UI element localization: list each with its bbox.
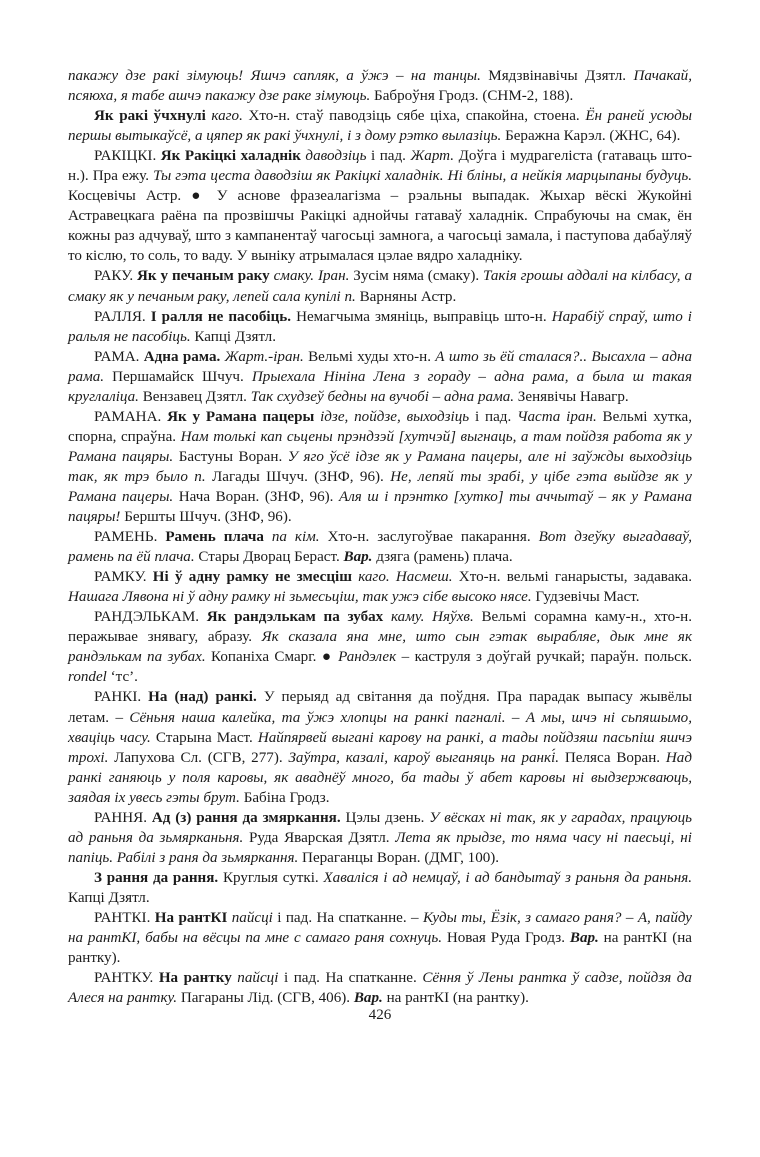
dictionary-entry — [68, 607, 692, 687]
text-run-roman: Беражна Карэл. (ЖНС, 64). — [501, 128, 681, 145]
text-run-italic: каго. Насмеш. — [351, 569, 453, 586]
dictionary-entry — [68, 266, 692, 306]
text-run-roman: Новая Руда Гродз. — [442, 930, 570, 947]
text-run-italic: смаку. Іран. — [269, 268, 350, 285]
dictionary-entry — [68, 407, 692, 527]
text-run-italic: Так схудзеў бедны на вучобі – адна рама. — [250, 388, 515, 405]
text-run-italic: ідзе, пойдзе, выходзіць — [314, 408, 470, 425]
text-run-bold: На рантку — [158, 970, 232, 987]
text-run-bold: Адна рама. — [143, 348, 221, 365]
text-run-roman: РАМАНА. — [94, 408, 168, 425]
text-run-italic: Жарт.-іран. — [220, 348, 304, 365]
text-run-italic: Нарабіў спраў, што і ральля не пасобіць. — [68, 308, 692, 345]
text-run-bold-italic: Вар. — [353, 990, 383, 1007]
text-run-bold: Як Ракіцкі халаднік — [160, 148, 301, 165]
dictionary-entry — [68, 347, 692, 407]
dictionary-entry — [68, 687, 692, 807]
text-run-italic: даводзіць — [300, 148, 367, 165]
dictionary-entry — [68, 307, 692, 347]
text-run-roman: ‘тс’. — [106, 669, 138, 686]
text-run-bold: Як у печаным раку — [137, 268, 270, 285]
text-run-roman: Цэлы дзень. — [340, 809, 430, 826]
text-run-roman: на рантКІ (на рантку). — [382, 990, 529, 1007]
text-run-roman: Круглыя суткі. — [218, 869, 324, 886]
text-run-italic: Пачакай, псяюха, я табе ашчэ пакажу дзе раке зімуюць. — [68, 68, 693, 105]
text-run-roman: на рантКІ (на рантку). — [68, 930, 692, 967]
dictionary-entry — [68, 106, 692, 146]
text-run-roman: і пад. — [366, 148, 411, 165]
text-run-italic: Над ранкі ганяюць у поля каровы, як авaднёў много, ба тады ў абет каровы ні выдзержваюць, заядая іх увесь гэты брут. — [68, 749, 692, 806]
text-run-roman: Вельмі хутка, спорна, спраўна. — [68, 408, 693, 445]
text-run-bold: Як у Рамана пацеры — [167, 408, 315, 425]
text-run-roman: РАЛЛЯ. — [94, 308, 151, 325]
text-run-italic: пайсці — [231, 970, 279, 987]
text-run-italic: Найпярвей выгані карову на ранкі, а тады пойдзяш пасьпіш яшчэ трохі. — [68, 729, 692, 766]
text-run-italic: Куды ты, Ёзік, з самаго раня? – А, пайду на рантКІ, бабы на вёсцы па мне с самаго раня сохнуць. — [68, 909, 692, 947]
text-run-italic: Ты гэта цеста даводзіш як Ракіцкі халаднік. Ні бліны, а нейкія марцыпаны будуць. — [153, 168, 692, 185]
text-run-italic: Жарт. — [410, 148, 455, 165]
text-run-roman: Нача Воран. (ЗНФ, 96). — [173, 488, 339, 505]
text-run-roman: РАННЯ. — [94, 809, 152, 826]
text-run-italic: Не, лепяй ты зрабі, у цібе гэта выйдзе як у Рамана пацеры. — [68, 468, 692, 505]
text-run-roman: Старына Маст. — [150, 729, 258, 746]
text-run-italic: У вёсках ні так, як у гарадах, працуюць ад раньня да зьмярканьня. — [68, 809, 693, 846]
text-run-roman: Пераганцы Воран. (ДМГ, 100). — [298, 849, 500, 866]
text-run-italic: Ён раней усюды першы вытыкаўсё, а цяпер як ракі ўчхнулі, і з дому рэтко вылазіць. — [68, 108, 692, 145]
text-run-roman: Бастуны Воран. — [173, 448, 288, 465]
text-run-roman: РАНДЭЛЬКАМ. — [94, 609, 207, 626]
text-run-roman: Лапухова Сл. (СГВ, 277). — [108, 749, 289, 766]
text-run-roman: Бершты Шчуч. (ЗНФ, 96). — [120, 509, 292, 526]
page-number: 426 — [368, 1007, 392, 1023]
text-run-roman: Вензавец Дзятл. — [138, 388, 251, 405]
dictionary-entry — [68, 868, 692, 908]
text-run-roman: Стары Дворац Бераст. — [194, 549, 344, 566]
text-run-italic: Сёння ў Лены рантка ў садзе, пойдзя да Алеся на рантку. — [68, 970, 692, 1007]
text-run-italic: Часта іран. — [517, 408, 597, 425]
text-run-italic: Аля ш і прэнтко [хутко] ты аччытаў – як у Рамана пацяры! — [68, 488, 692, 526]
text-run-italic: А што зь ёй сталася?.. Высахла – адна рама. — [68, 348, 693, 385]
text-run-italic: rondel — [68, 669, 107, 686]
text-column — [68, 66, 692, 1008]
text-run-italic: Нам толькі кап сьцены прэндзэй [хутчэй] выгнаць, а там пойдзя работа як у Рамана пацяры. — [68, 428, 692, 465]
text-run-roman: дзяга (рамень) плача. — [372, 549, 513, 566]
text-run-roman: Доўга і мудрагеліста (гатаваць што-н.). Пра ежу. — [68, 148, 692, 185]
text-run-roman: Пеляса Воран. — [559, 749, 666, 766]
text-run-italic: пайсці — [227, 909, 273, 926]
dictionary-entry — [68, 808, 692, 868]
dictionary-entry — [68, 908, 692, 968]
dictionary-entry — [68, 567, 692, 607]
text-run-roman: Мядзвінавічы Дзятл. — [480, 68, 634, 84]
text-run-bold: Як ракі ўчхнулі — [94, 108, 206, 125]
text-run-bold: З рання да рання. — [94, 869, 219, 886]
text-run-italic: Вот дзеўку выгадаваў, рамень па ёй плача. — [68, 529, 692, 566]
text-run-roman: Лагады Шчуч. (ЗНФ, 96). — [205, 468, 391, 485]
text-run-italic: Прыехала Нініна Лена з гораду – адна рама, а была ш такая круглаліца. — [68, 368, 692, 405]
text-run-italic: Сёньня наша калейка, та ўжэ хлопцы на ранкі пагналі. – А мы, шчэ ні сьпяшымо, хваціць часу. — [68, 709, 692, 746]
text-run-bold: Ад (з) рання да змяркання. — [151, 809, 341, 826]
text-run-roman: Хто-н. вельмі ганарысты, задавака. — [452, 569, 692, 586]
text-run-roman: і пад. На спатканне. – — [272, 909, 423, 926]
text-run-roman: Руда Яварская Дзятл. — [243, 829, 396, 846]
text-run-italic: каму. Няўхв. — [383, 609, 474, 626]
text-run-roman: РАНКІ. — [94, 689, 149, 706]
text-run-roman: і пад. — [469, 408, 518, 425]
text-run-italic: пакажу дзе ракі зімуюць! Яшчэ сапляк, а ўжэ – на танцы. — [68, 68, 481, 84]
text-run-roman: РАНТКУ. — [94, 970, 159, 987]
text-run-roman: Хто-н. стаў паводзіць сябе ціха, спакойна, стоена. — [242, 108, 586, 125]
text-run-bold: На (над) ранкі. — [148, 689, 257, 706]
text-run-bold: Ні ў адну рамку не змесціш — [152, 569, 352, 586]
text-run-bold: Як рандэлькам па зубах — [206, 609, 384, 626]
text-run-roman: РАМЕНЬ. — [94, 529, 166, 546]
text-run-roman: Першамайск Шчуч. — [104, 368, 252, 385]
text-run-roman: Капці Дзятл. — [68, 889, 150, 906]
dictionary-entry — [68, 146, 692, 266]
text-run-bold: І ралля не пасобіць. — [150, 308, 292, 325]
text-run-roman: Капці Дзятл. — [190, 328, 276, 345]
text-run-italic: Нашага Лявона ні ў адну рамку ні зьмесьціш, так ужэ сібе высоко нясе. — [68, 589, 532, 606]
text-run-roman: – каструля з доўгай ручкай; параўн. польск. — [396, 649, 692, 666]
text-run-italic: Лета як прыдзе, то няма часу ні паесьці, ні папіць. Рабілі з раня да зьмяркання. — [68, 829, 692, 866]
text-run-bold: Рамень плача — [165, 529, 264, 546]
text-run-roman: Пагараны Лід. (СГВ, 406). — [177, 990, 354, 1007]
text-run-roman: У перыяд ад світання да поўдня. Пра парадак выпасу жывёлы летам. – — [68, 689, 692, 726]
text-run-roman: РАКУ. — [94, 268, 138, 285]
text-run-roman: Зенявічы Навагр. — [514, 388, 629, 405]
text-run-roman: Косцевічы Астр. ● У аснове фразеалагізма – рэальны выпадак. Жыхар вёскі Жукойні Астравецкага раёна па прозвішчы Ракіцкі аднойчы гатаваў халаднік. Спрабуючы на смак, ён кожны раз адчуваў, што з кампанентаў чагосьці замнога, а чагосьці замала, і паступова дабаўляў то кіслю, то соль, то ваду. У выніку атрымалася цэлае вядро халадніку. — [68, 188, 692, 265]
text-run-italic: Хаваліся і ад немцаў, і ад бандытаў з раньня да раньня. — [323, 869, 693, 886]
text-run-roman: Вельмі худы хто-н. — [303, 348, 436, 365]
text-run-roman: РАНТКІ. — [94, 909, 155, 926]
text-run-italic: У яго ўсё ідзе як у Рамана пацеры, але ні заўжды выходзіць так, як трэ было п. — [68, 448, 692, 485]
text-run-italic: каго. — [205, 108, 243, 125]
dictionary-entry — [68, 527, 692, 567]
text-run-roman: Баброўня Гродз. (СНМ-2, 188). — [370, 88, 574, 105]
text-run-bold-italic: Вар. — [343, 549, 373, 566]
text-run-italic: Рандэлек — [338, 649, 397, 666]
text-run-roman: Зусім няма (смаку). — [349, 268, 484, 285]
text-run-roman: РАКІЦКІ. — [94, 148, 161, 165]
text-run-roman: Хто-н. заслугоўвае пакарання. — [319, 529, 539, 546]
text-run-roman: Бабіна Гродз. — [239, 789, 330, 806]
text-run-italic: Такія грошы аддалі на кілбасу, а смаку як у печаным раку, лепей сала купілі п. — [68, 268, 693, 305]
text-run-roman: Вельмі сорамна каму-н., хто-н. пepажывае знявагу, абразу. — [68, 609, 692, 646]
text-run-roman: РАМКУ. — [94, 569, 153, 586]
text-run-roman: Немагчыма змяніць, выправіць што-н. — [291, 308, 552, 325]
text-run-roman: Гудзевічы Маст. — [531, 589, 640, 606]
text-run-italic: Заўтра, казалі, кароў выганяць на ранкі́. — [288, 749, 560, 766]
text-run-italic: па кім. — [263, 529, 320, 546]
text-run-roman: Копаніха Смарг. ● — [205, 649, 339, 666]
text-run-roman: Варняны Астр. — [355, 288, 457, 305]
text-run-italic: Як сказала яна мне, што сын гэтак выpабляе, дык мне як рандэлькам па зубах. — [68, 629, 692, 666]
text-run-bold-italic: Вар. — [569, 930, 599, 947]
dictionary-entry — [68, 968, 692, 1008]
dictionary-entry — [68, 66, 692, 106]
text-run-roman: РАМА. — [94, 348, 144, 365]
text-run-bold: На рантКІ — [154, 909, 228, 926]
text-run-roman: і пад. На спатканне. — [278, 970, 423, 987]
